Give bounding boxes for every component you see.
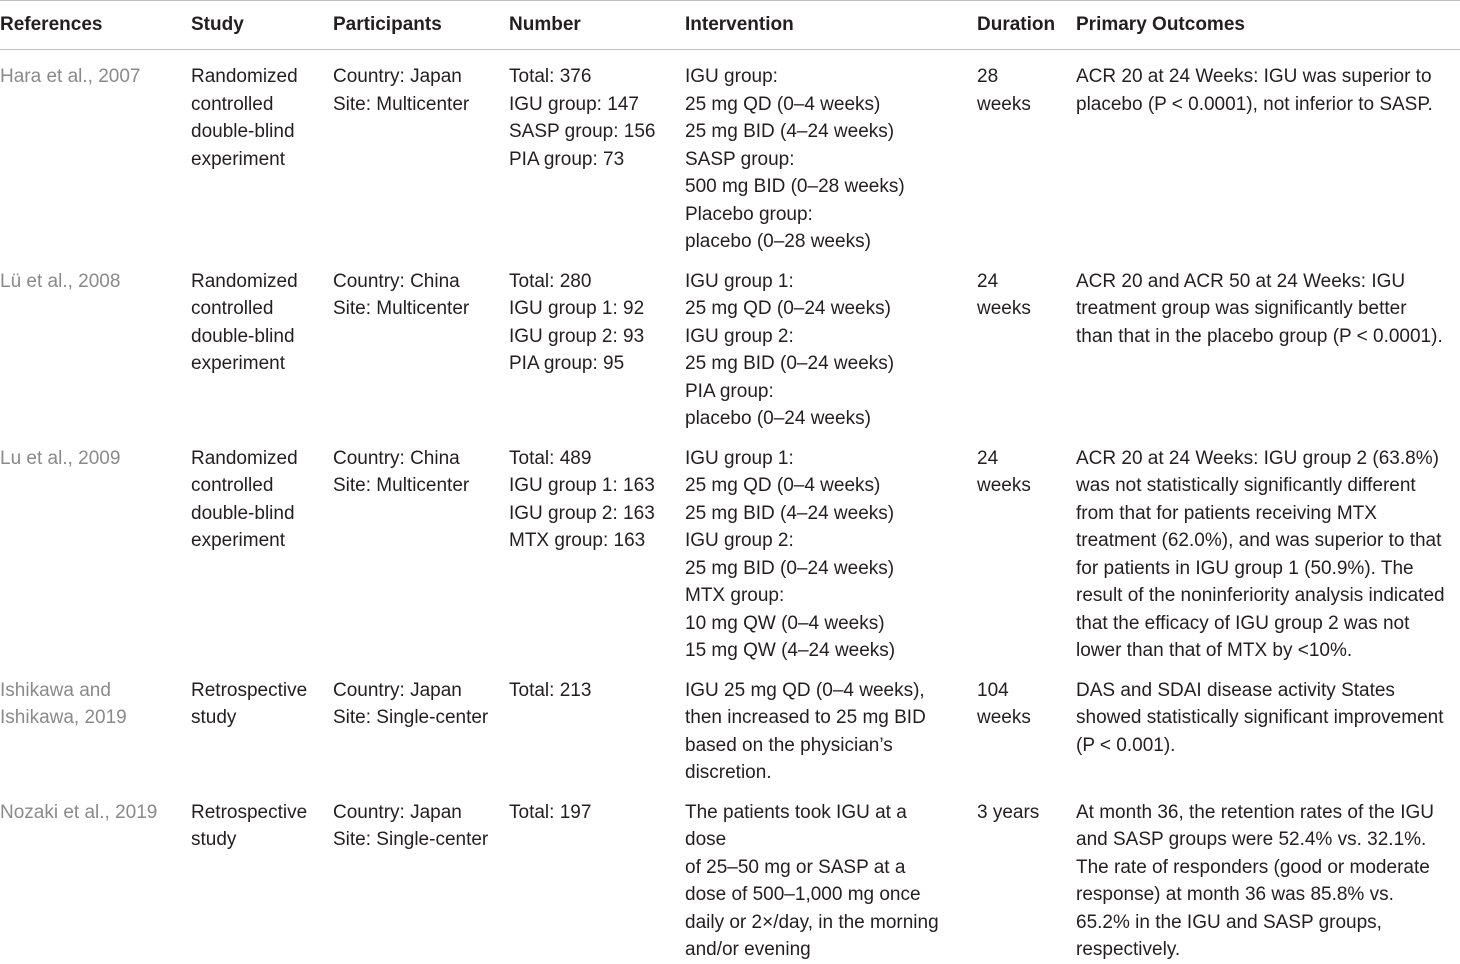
cell-number-line: SASP group: 156: [509, 121, 656, 142]
cell-number-line: Total: 376: [509, 66, 592, 87]
cell-duration-line: weeks: [977, 93, 1031, 115]
cell-participants-line: Site: Multicenter: [333, 298, 470, 319]
cell-duration: [977, 787, 1076, 964]
cell-primary-outcomes: [1076, 787, 1460, 964]
table-row: [0, 50, 1460, 256]
cell-number-line: IGU group 1: 163: [509, 475, 655, 496]
cell-intervention-line: IGU group 1:: [685, 270, 794, 292]
cell-study-line: study: [191, 829, 237, 850]
header-participants: Participants: [333, 14, 442, 36]
cell-primary-outcomes-line: ACR 20 at 24 Weeks: IGU group 2 (63.8%): [1076, 447, 1439, 469]
cell-primary-outcomes-line: that the efficacy of IGU group 2 was not: [1076, 612, 1410, 634]
cell-intervention-line: of 25–50 mg or SASP at a: [685, 856, 906, 878]
cell-intervention-line: IGU group 2:: [685, 325, 794, 347]
cell-intervention-line: and/or evening: [685, 939, 811, 960]
cell-intervention-line: Placebo group:: [685, 203, 813, 225]
cell-reference-line: Lu et al., 2009: [0, 447, 121, 469]
cell-reference: [0, 256, 191, 433]
cell-primary-outcomes-line: for patients in IGU group 1 (50.9%). The: [1076, 557, 1414, 579]
header-study: Study: [191, 14, 244, 36]
cell-study-line: experiment: [191, 148, 285, 170]
cell-number: [509, 433, 685, 665]
cell-participants-line: Country: China: [333, 447, 460, 469]
table-body: [0, 50, 1460, 964]
cell-reference: [0, 433, 191, 665]
cell-number-line: MTX group: 163: [509, 530, 646, 551]
cell-study-line: Randomized: [191, 447, 298, 469]
table-row: [0, 256, 1460, 433]
header-row: [0, 1, 1460, 50]
cell-duration-line: 28: [977, 66, 999, 87]
cell-intervention-line: placebo (0–24 weeks): [685, 408, 871, 429]
cell-number: [509, 256, 685, 433]
cell-participants-line: Country: Japan: [333, 679, 462, 701]
cell-participants-line: Site: Multicenter: [333, 475, 470, 496]
cell-intervention-line: SASP group:: [685, 148, 795, 170]
cell-intervention: [685, 433, 977, 665]
cell-participants: [333, 50, 509, 256]
cell-number-line: IGU group 2: 163: [509, 502, 655, 524]
cell-number-line: PIA group: 95: [509, 353, 625, 374]
cell-reference-line: Ishikawa, 2019: [0, 707, 127, 728]
cell-primary-outcomes-line: respectively.: [1076, 939, 1181, 960]
cell-duration-line: 3 years: [977, 801, 1040, 823]
cell-primary-outcomes-line: and SASP groups were 52.4% vs. 32.1%.: [1076, 829, 1427, 850]
table-row: [0, 787, 1460, 964]
cell-intervention: [685, 787, 977, 964]
cell-study-line: experiment: [191, 530, 285, 551]
header-number: Number: [509, 14, 581, 36]
cell-intervention-line: 25 mg QD (0–24 weeks): [685, 298, 891, 319]
cell-duration: [977, 433, 1076, 665]
cell-primary-outcomes-line: showed statistically significant improvement: [1076, 707, 1444, 728]
cell-primary-outcomes: [1076, 256, 1460, 433]
cell-primary-outcomes-line: response) at month 36 was 85.8% vs.: [1076, 884, 1394, 905]
cell-reference-line: Hara et al., 2007: [0, 66, 141, 87]
cell-primary-outcomes-line: was not statistically significantly different: [1076, 475, 1416, 496]
cell-number: [509, 787, 685, 964]
cell-primary-outcomes: [1076, 433, 1460, 665]
table-row: [0, 665, 1460, 787]
table-row: [0, 433, 1460, 665]
cell-intervention-line: 25 mg QD (0–4 weeks): [685, 475, 881, 496]
cell-reference: [0, 665, 191, 787]
header-duration: Duration: [977, 14, 1056, 36]
table-header: [0, 1, 1460, 50]
cell-number-line: PIA group: 73: [509, 148, 625, 170]
cell-primary-outcomes-line: ACR 20 at 24 Weeks: IGU was superior to: [1076, 66, 1432, 87]
cell-study-line: controlled: [191, 93, 274, 115]
cell-duration-line: 24: [977, 270, 999, 292]
cell-participants-line: Site: Multicenter: [333, 93, 470, 115]
cell-intervention-line: daily or 2×/day, in the morning: [685, 911, 939, 933]
cell-study: [191, 787, 333, 964]
cell-intervention-line: 25 mg QD (0–4 weeks): [685, 93, 881, 115]
cell-intervention-line: 500 mg BID (0–28 weeks): [685, 176, 905, 197]
cell-reference-line: Ishikawa and: [0, 679, 111, 701]
cell-study-line: experiment: [191, 353, 285, 374]
cell-reference-line: Lü et al., 2008: [0, 270, 121, 292]
cell-study: [191, 665, 333, 787]
cell-duration-line: weeks: [977, 707, 1031, 728]
cell-study: [191, 50, 333, 256]
cell-reference: [0, 50, 191, 256]
cell-study-line: double-blind: [191, 325, 295, 347]
cell-number-line: Total: 280: [509, 270, 592, 292]
cell-primary-outcomes-line: placebo (P < 0.0001), not inferior to SASP.: [1076, 93, 1433, 115]
cell-study-line: Randomized: [191, 270, 298, 292]
cell-participants-line: Site: Single-center: [333, 829, 489, 850]
cell-participants-line: Site: Single-center: [333, 707, 489, 728]
cell-study-line: controlled: [191, 298, 274, 319]
cell-duration-line: weeks: [977, 298, 1031, 319]
cell-primary-outcomes-line: than that in the placebo group (P < 0.0001).: [1076, 325, 1443, 347]
cell-intervention-line: placebo (0–28 weeks): [685, 231, 871, 252]
header-primary-outcomes: Primary Outcomes: [1076, 14, 1245, 36]
cell-intervention-line: 25 mg BID (4–24 weeks): [685, 121, 895, 142]
cell-participants: [333, 256, 509, 433]
cell-intervention-line: 15 mg QW (4–24 weeks): [685, 640, 896, 661]
cell-intervention: [685, 256, 977, 433]
cell-primary-outcomes-line: The rate of responders (good or moderate: [1076, 856, 1430, 878]
cell-intervention-line: dose: [685, 829, 727, 850]
cell-intervention-line: IGU group 2:: [685, 530, 794, 551]
cell-primary-outcomes-line: treatment group was significantly better: [1076, 298, 1407, 319]
cell-primary-outcomes: [1076, 50, 1460, 256]
cell-intervention-line: IGU 25 mg QD (0–4 weeks),: [685, 679, 925, 701]
cell-study-line: double-blind: [191, 502, 295, 524]
cell-intervention-line: discretion.: [685, 762, 772, 783]
cell-primary-outcomes-line: (P < 0.001).: [1076, 734, 1176, 756]
cell-duration: [977, 50, 1076, 256]
cell-duration-line: 24: [977, 447, 999, 469]
cell-study-line: controlled: [191, 475, 274, 496]
cell-duration-line: 104: [977, 679, 1009, 701]
cell-study-line: Retrospective: [191, 801, 308, 823]
cell-number-line: IGU group 1: 92: [509, 298, 645, 319]
cell-participants-line: Country: China: [333, 270, 460, 292]
cell-intervention-line: 25 mg BID (4–24 weeks): [685, 502, 895, 524]
cell-participants: [333, 787, 509, 964]
cell-number-line: IGU group 2: 93: [509, 325, 645, 347]
cell-reference-line: Nozaki et al., 2019: [0, 801, 158, 823]
cell-intervention-line: The patients took IGU at a: [685, 801, 907, 823]
cell-intervention: [685, 665, 977, 787]
cell-duration-line: weeks: [977, 475, 1031, 496]
cell-study-line: double-blind: [191, 121, 295, 142]
cell-duration: [977, 665, 1076, 787]
cell-intervention-line: MTX group:: [685, 585, 785, 606]
cell-primary-outcomes-line: At month 36, the retention rates of the IGU: [1076, 801, 1435, 823]
cell-primary-outcomes-line: from that for patients receiving MTX: [1076, 502, 1377, 524]
cell-primary-outcomes-line: ACR 20 and ACR 50 at 24 Weeks: IGU: [1076, 270, 1406, 292]
cell-number-line: IGU group: 147: [509, 93, 639, 115]
header-intervention: Intervention: [685, 14, 794, 36]
cell-intervention-line: 25 mg BID (0–24 weeks): [685, 353, 895, 374]
cell-number: [509, 665, 685, 787]
cell-participants-line: Country: Japan: [333, 66, 462, 87]
cell-participants-line: Country: Japan: [333, 801, 462, 823]
header-references: References: [0, 14, 103, 36]
cell-study-line: Retrospective: [191, 679, 308, 701]
cell-study-line: Randomized: [191, 66, 298, 87]
cell-primary-outcomes: [1076, 665, 1460, 787]
cell-participants: [333, 433, 509, 665]
cell-number-line: Total: 197: [509, 801, 592, 823]
cell-study-line: study: [191, 707, 237, 728]
cell-intervention: [685, 50, 977, 256]
cell-intervention-line: 25 mg BID (0–24 weeks): [685, 557, 895, 579]
cell-intervention-line: IGU group 1:: [685, 447, 794, 469]
cell-reference: [0, 787, 191, 964]
cell-intervention-line: IGU group:: [685, 66, 778, 87]
cell-primary-outcomes-line: lower than that of MTX by <10%.: [1076, 640, 1353, 661]
cell-intervention-line: based on the physician’s: [685, 734, 893, 756]
cell-number-line: Total: 213: [509, 679, 592, 701]
cell-primary-outcomes-line: DAS and SDAI disease activity States: [1076, 679, 1395, 701]
cell-intervention-line: dose of 500–1,000 mg once: [685, 884, 921, 905]
cell-intervention-line: then increased to 25 mg BID: [685, 707, 926, 728]
cell-intervention-line: PIA group:: [685, 380, 774, 402]
cell-number-line: Total: 489: [509, 447, 592, 469]
cell-study: [191, 433, 333, 665]
cell-number: [509, 50, 685, 256]
cell-participants: [333, 665, 509, 787]
cell-intervention-line: 10 mg QW (0–4 weeks): [685, 612, 885, 634]
cell-duration: [977, 256, 1076, 433]
cell-primary-outcomes-line: result of the noninferiority analysis indicated: [1076, 585, 1445, 606]
cell-study: [191, 256, 333, 433]
cell-primary-outcomes-line: 65.2% in the IGU and SASP groups,: [1076, 911, 1382, 933]
cell-primary-outcomes-line: treatment (62.0%), and was superior to that: [1076, 530, 1442, 551]
